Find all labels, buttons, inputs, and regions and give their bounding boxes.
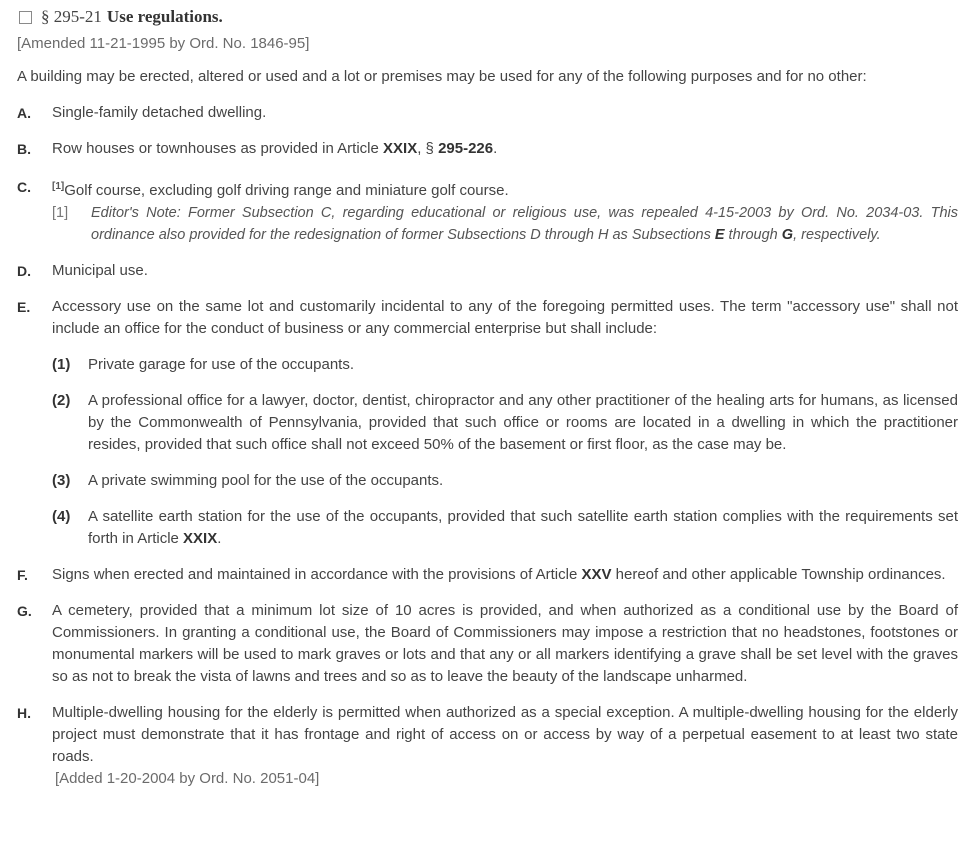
item-h — [17, 702, 958, 790]
item-c — [17, 176, 958, 246]
section-link[interactable]: 295-226 — [438, 140, 494, 157]
item-text: Multiple-dwelling housing for the elderly is permitted when authorized as a special exception. A multiple-dwelling housing for the elderly project must demonstrate that it has frontage and right of access on or access by way of a perpetual easement to at least two state roads. — [52, 704, 958, 765]
item-label: H. — [17, 705, 31, 721]
item-text: Single-family detached dwelling. — [52, 104, 267, 121]
item-label: D. — [17, 263, 31, 279]
item-f — [17, 564, 958, 586]
subitem-text: A satellite earth station for the use of the occupants, provided that such satellite earth station complies with the requirements set forth in Article XXIX. — [88, 508, 958, 547]
editors-note — [52, 202, 958, 246]
subitem-text: A private swimming pool for the use of the occupants. — [88, 472, 444, 489]
subitem-1 — [52, 354, 958, 376]
section-number: § 295-21 — [41, 7, 102, 26]
section-intro: A building may be erected, altered or used and a lot or premises may be used for any of the following purposes and for no other: — [17, 68, 867, 85]
item-text: Row houses or townhouses as provided in Article XXIX, § 295-226. — [52, 140, 498, 157]
item-e — [17, 296, 958, 550]
article-link[interactable]: XXV — [581, 566, 612, 583]
item-label: G. — [17, 603, 32, 619]
subitem-2 — [52, 390, 958, 456]
subitem-label: (3) — [52, 472, 71, 489]
subitem-label: (4) — [52, 508, 71, 525]
item-label: F. — [17, 567, 28, 583]
item-text: Municipal use. — [52, 262, 148, 279]
subitem-text: Private garage for use of the occupants. — [88, 356, 354, 373]
item-label: C. — [17, 179, 31, 195]
footnote-text: Editor's Note: Former Subsection C, regarding educational or religious use, was repealed 4-15-2003 by Ord. No. 2034-03. This ordinance also provided for the redesignation of former Subsections D through H as Subsections E through G, respectively. — [91, 205, 958, 243]
footnote-number: [1] — [52, 205, 69, 221]
subitem-4 — [52, 506, 958, 550]
section-header — [17, 0, 958, 29]
item-label: E. — [17, 299, 31, 315]
amendment-note: [Added 1-20-2004 by Ord. No. 2051-04] — [55, 770, 320, 787]
subitem-text: A professional office for a lawyer, doctor, dentist, chiropractor and any other practitioner of the healing arts for humans, as licensed by the Commonwealth of Pennsylvania, provided that such office or rooms are located in a dwelling in which the practitioner resides, provided that such office shall not exceed 50% of the basement or first floor, as the case may be. — [88, 392, 958, 453]
footnote-ref[interactable]: [1] — [52, 181, 65, 192]
item-text: Signs when erected and maintained in accordance with the provisions of Article XXV hereof and other applicable Township ordinances. — [52, 566, 946, 583]
item-b — [17, 138, 958, 160]
item-g — [17, 600, 958, 688]
article-link[interactable]: XXIX — [383, 140, 418, 157]
item-text: A cemetery, provided that a minimum lot size of 10 acres is provided, and when authorized as a conditional use by the Board of Commissioners. In granting a conditional use, the Board of Commissioners may impose a restriction that no headstones, footstones or monumental markers will be used to mark graves or lots and that any or all markers identifying a grave shall be set level with the graves so as not to break the vista of lawns and trees and so as to leave the beauty of the landscape unharmed. — [52, 602, 958, 685]
item-label: B. — [17, 141, 31, 157]
subitem-label: (2) — [52, 392, 71, 409]
section-title: Use regulations. — [106, 7, 223, 26]
item-text: Accessory use on the same lot and customarily incidental to any of the foregoing permitted uses. The term "accessory use" shall not include an office for the conduct of business or any commercial enterprise but shall include: — [52, 298, 958, 337]
section-history: [Amended 11-21-1995 by Ord. No. 1846-95] — [17, 35, 310, 52]
item-label: A. — [17, 105, 31, 121]
item-a — [17, 102, 958, 124]
section-checkbox[interactable] — [19, 11, 32, 24]
subitem-label: (1) — [52, 356, 71, 373]
item-text: [1]Golf course, excluding golf driving range and miniature golf course. — [52, 181, 509, 199]
subitem-3 — [52, 470, 958, 492]
item-d — [17, 260, 958, 282]
article-link[interactable]: XXIX — [183, 530, 218, 547]
